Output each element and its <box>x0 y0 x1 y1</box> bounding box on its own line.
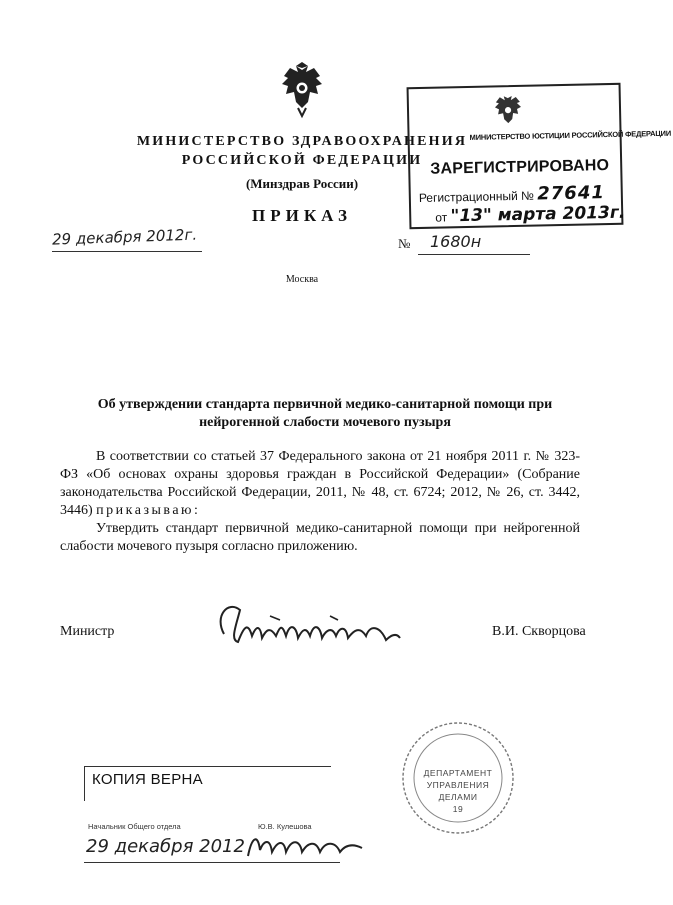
coat-of-arms-emblem <box>276 62 328 118</box>
copy-handwritten-date-signature <box>80 826 370 864</box>
stamp-date: "13" марта 2013г. <box>450 202 626 227</box>
body-paragraph-2: Утвердить стандарт первичной медико-санитарной помощи при нейрогенной слабости мочевого пузыря согласно приложению. <box>60 521 580 554</box>
stamp-reg-number: 27641 <box>537 182 606 205</box>
stamp-authority: МИНИСТЕРСТВО ЮСТИЦИИ РОССИЙСКОЙ ФЕДЕРАЦИИ <box>469 128 672 142</box>
document-body <box>60 448 580 556</box>
copy-certified-stamp <box>84 766 331 801</box>
order-number: 1680н <box>430 232 482 251</box>
copy-chief-name: Ю.В. Кулешова <box>258 822 312 831</box>
date-underline <box>52 251 202 252</box>
number-underline <box>418 254 530 255</box>
round-stamp-line3: ДЕЛАМИ <box>438 792 478 802</box>
round-stamp-line2: УПРАВЛЕНИЯ <box>426 780 490 790</box>
stamp-reg-number-label: Регистрационный № <box>418 188 535 206</box>
round-stamp-ring <box>400 720 516 836</box>
paragraph-1-text: В соответствии со статьей 37 Федерального закона от 21 ноября 2011 г. № 323-ФЗ «Об основах охраны здоровья граждан в Российской Федерации» (Собрание законодательства Российской Федерации, 2011, № 48, ст. 6724; 2012, № 26, ст. 3442, 3446) <box>60 449 580 518</box>
registration-stamp <box>407 83 672 229</box>
ministry-line2: РОССИЙСКОЙ ФЕДЕРАЦИИ <box>181 153 423 168</box>
order-date: 29 декабря 2012г. <box>51 225 198 249</box>
round-stamp <box>400 720 516 836</box>
stamp-date-row <box>435 203 625 227</box>
body-paragraph-1 <box>60 448 580 520</box>
minister-signature <box>210 596 405 656</box>
document-title: Об утверждении стандарта первичной медико-санитарной помощи при нейрогенной слабости мочевого пузыря <box>97 397 553 430</box>
round-stamp-line1: ДЕПАРТАМЕНТ <box>423 768 493 778</box>
copy-certified-label: КОПИЯ ВЕРНА <box>92 771 203 788</box>
copy-underline <box>84 862 340 863</box>
ministry-short-name: (Минздрав России) <box>245 176 359 191</box>
ministry-line1: МИНИСТЕРСТВО ЗДРАВООХРАНЕНИЯ <box>136 134 468 149</box>
stamp-status: ЗАРЕГИСТРИРОВАНО <box>430 157 610 178</box>
stamp-date-prefix: от <box>435 210 448 225</box>
copy-chief-title: Начальник Общего отдела <box>88 822 181 831</box>
order-word: приказываю: <box>96 503 201 518</box>
round-stamp-line4: 19 <box>452 804 464 814</box>
signatory-name: В.И. Скворцова <box>492 624 586 639</box>
stamp-emblem-icon <box>491 93 526 130</box>
document-type: ПРИКАЗ <box>252 206 352 225</box>
signatory-position: Министр <box>60 624 115 639</box>
number-label: № <box>398 236 411 251</box>
city: Москва <box>285 274 319 285</box>
copy-date-text: 29 декабря 2012 <box>86 836 245 857</box>
